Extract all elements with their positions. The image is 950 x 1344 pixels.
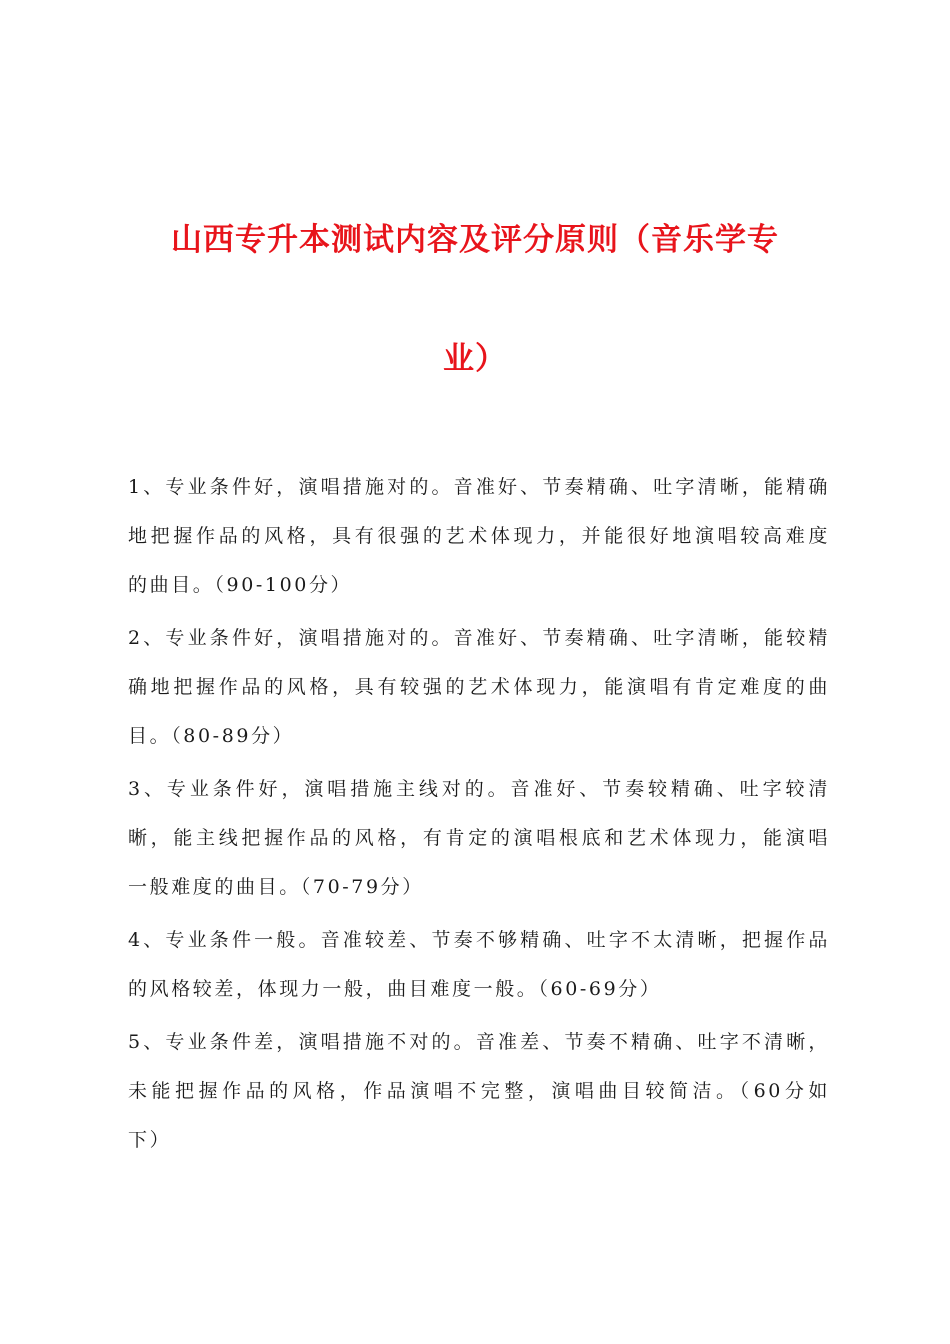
criteria-line: 4、专业条件一般。音准较差、节奏不够精确、吐字不太清晰，把握作品 xyxy=(128,929,830,951)
criteria-item-2 xyxy=(128,614,830,761)
criteria-line: 的风格较差，体现力一般，曲目难度一般。（60-69分） xyxy=(128,978,662,1000)
criteria-item-5 xyxy=(128,1018,830,1165)
criteria-line: 3、专业条件好，演唱措施主线对的。音准好、节奏较精确、吐字较清 xyxy=(128,778,830,800)
criteria-line: 1、专业条件好，演唱措施对的。音准好、节奏精确、吐字清晰，能精确 xyxy=(128,476,830,498)
criteria-line: 5、专业条件差，演唱措施不对的。音准差、节奏不精确、吐字不清晰， xyxy=(128,1031,830,1053)
page-title-line-1: 山西专升本测试内容及评分原则（音乐学专 xyxy=(171,222,779,258)
criteria-line: 晰，能主线把握作品的风格，有肯定的演唱根底和艺术体现力，能演唱 xyxy=(128,827,830,849)
criteria-line: 未能把握作品的风格，作品演唱不完整，演唱曲目较简洁。（60分如 xyxy=(128,1080,830,1102)
page-title-line-2: 业） xyxy=(443,341,507,377)
criteria-line: 下） xyxy=(128,1129,172,1151)
criteria-item-4 xyxy=(128,916,830,1014)
criteria-line: 2、专业条件好，演唱措施对的。音准好、节奏精确、吐字清晰，能较精 xyxy=(128,627,830,649)
criteria-line: 地把握作品的风格，具有很强的艺术体现力，并能很好地演唱较高难度 xyxy=(128,525,830,547)
criteria-item-3 xyxy=(128,765,830,912)
scoring-criteria-list xyxy=(128,463,830,1169)
criteria-line: 目。（80-89分） xyxy=(128,725,295,747)
criteria-line: 的曲目。（90-100分） xyxy=(128,574,353,596)
criteria-item-1 xyxy=(128,463,830,610)
criteria-line: 一般难度的曲目。（70-79分） xyxy=(128,876,424,898)
criteria-line: 确地把握作品的风格，具有较强的艺术体现力，能演唱有肯定难度的曲 xyxy=(128,676,830,698)
